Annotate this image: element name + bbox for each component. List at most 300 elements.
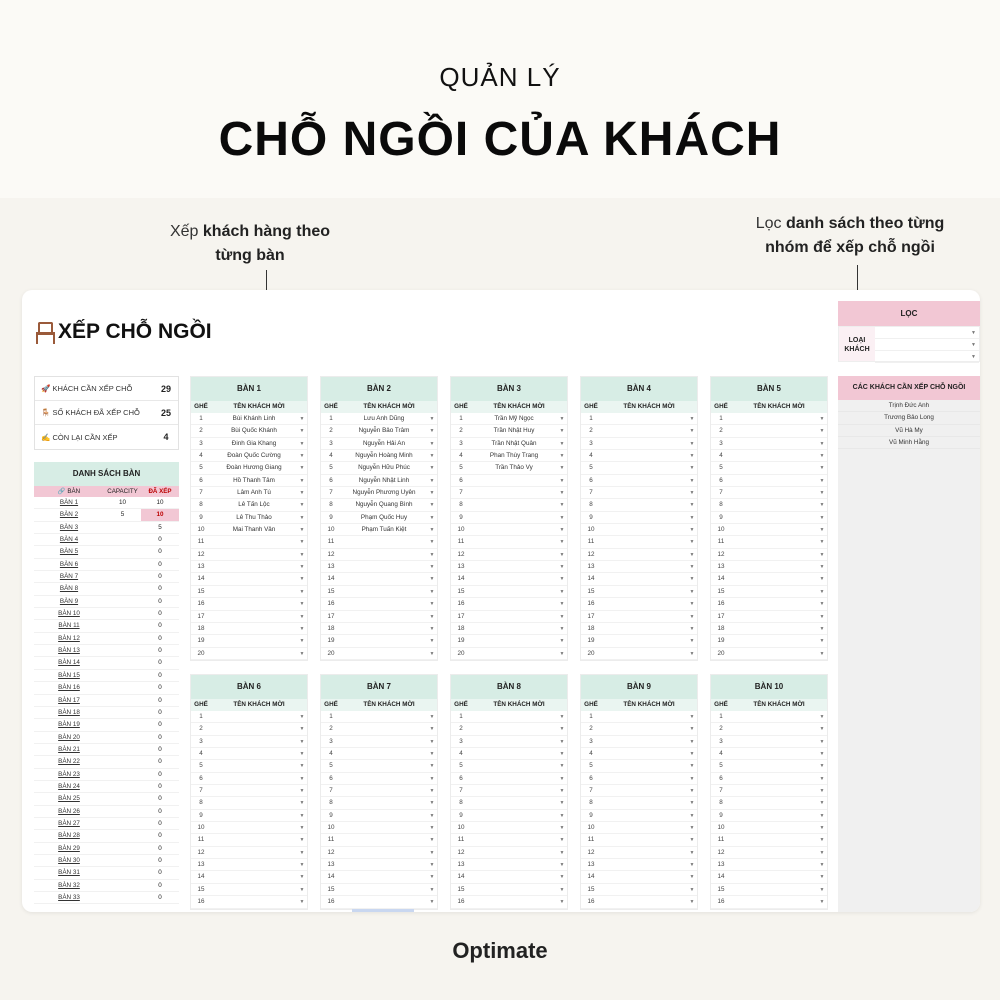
guest-name-cell[interactable] <box>731 648 817 659</box>
dropdown-arrow-icon[interactable]: ▼ <box>689 800 695 807</box>
dropdown-arrow-icon[interactable]: ▼ <box>689 428 695 435</box>
dropdown-arrow-icon[interactable]: ▼ <box>689 775 695 782</box>
dropdown-arrow-icon[interactable]: ▼ <box>429 588 435 595</box>
guest-name-cell[interactable] <box>601 884 687 895</box>
dropdown-arrow-icon[interactable]: ▼ <box>689 874 695 881</box>
guest-name-cell[interactable] <box>601 611 687 622</box>
dropdown-arrow-icon[interactable]: ▼ <box>429 465 435 472</box>
dropdown-arrow-icon[interactable]: ▼ <box>689 849 695 856</box>
table-link[interactable]: BÀN 26 <box>58 807 80 815</box>
guest-name-cell[interactable]: Trần Mỹ Ngọc <box>494 415 534 422</box>
guest-name-cell[interactable] <box>341 711 427 722</box>
guest-name-cell[interactable] <box>731 524 817 535</box>
guest-name-cell[interactable] <box>471 487 557 498</box>
table-link[interactable]: BÀN 11 <box>58 622 80 630</box>
guest-name-cell[interactable] <box>471 586 557 597</box>
dropdown-arrow-icon[interactable]: ▼ <box>819 638 825 645</box>
dropdown-arrow-icon[interactable]: ▼ <box>559 800 565 807</box>
dropdown-arrow-icon[interactable]: ▼ <box>299 726 305 733</box>
guest-name-cell[interactable] <box>731 573 817 584</box>
guest-name-cell[interactable]: Mai Thanh Vân <box>232 526 276 534</box>
guest-name-cell[interactable] <box>601 847 687 858</box>
guest-name-cell[interactable] <box>471 810 557 821</box>
guest-name-cell[interactable] <box>731 785 817 796</box>
guest-name-cell[interactable] <box>471 834 557 845</box>
guest-name-cell[interactable] <box>731 611 817 622</box>
guest-name-cell[interactable] <box>211 611 297 622</box>
guest-name-cell[interactable] <box>731 512 817 523</box>
dropdown-arrow-icon[interactable]: ▼ <box>429 812 435 819</box>
guest-name-cell[interactable] <box>341 623 427 634</box>
guest-name-cell[interactable] <box>731 896 817 907</box>
guest-name-cell[interactable] <box>211 773 297 784</box>
table-capacity[interactable] <box>104 571 141 582</box>
dropdown-arrow-icon[interactable]: ▼ <box>559 899 565 906</box>
guest-name-cell[interactable]: Lưu Anh Dũng <box>363 415 405 422</box>
guest-name-cell[interactable] <box>731 549 817 560</box>
guest-name-cell[interactable] <box>601 487 687 498</box>
table-capacity[interactable]: 10 <box>118 499 126 506</box>
table-link[interactable]: BÀN 13 <box>58 647 80 655</box>
guest-name-cell[interactable] <box>341 884 427 895</box>
guest-name-cell[interactable] <box>341 760 427 771</box>
guest-name-cell[interactable] <box>211 748 297 759</box>
table-capacity[interactable] <box>104 695 141 706</box>
table-capacity[interactable] <box>104 620 141 631</box>
dropdown-arrow-icon[interactable]: ▼ <box>689 551 695 558</box>
guest-name-cell[interactable] <box>471 512 557 523</box>
dropdown-arrow-icon[interactable]: ▼ <box>819 465 825 472</box>
guest-name-cell[interactable] <box>211 723 297 734</box>
dropdown-arrow-icon[interactable]: ▼ <box>299 416 305 422</box>
dropdown-arrow-icon[interactable]: ▼ <box>559 625 565 632</box>
table-capacity[interactable] <box>104 670 141 681</box>
guest-name-cell[interactable] <box>341 797 427 808</box>
dropdown-arrow-icon[interactable]: ▼ <box>819 849 825 856</box>
guest-name-cell[interactable] <box>731 413 817 424</box>
guest-name-cell[interactable] <box>341 648 427 659</box>
guest-name-cell[interactable]: Lâm Anh Tú <box>237 489 271 497</box>
guest-name-cell[interactable] <box>731 847 817 858</box>
guest-name-cell[interactable] <box>731 462 817 473</box>
dropdown-arrow-icon[interactable]: ▼ <box>429 477 435 484</box>
guest-name-cell[interactable] <box>341 810 427 821</box>
dropdown-arrow-icon[interactable]: ▼ <box>429 576 435 583</box>
table-link[interactable]: BÀN 18 <box>58 708 80 716</box>
dropdown-arrow-icon[interactable]: ▼ <box>429 874 435 881</box>
dropdown-arrow-icon[interactable]: ▼ <box>689 613 695 620</box>
guest-name-cell[interactable] <box>211 785 297 796</box>
dropdown-arrow-icon[interactable]: ▼ <box>559 514 565 521</box>
guest-name-cell[interactable] <box>471 797 557 808</box>
dropdown-arrow-icon[interactable]: ▼ <box>689 625 695 632</box>
dropdown-arrow-icon[interactable]: ▼ <box>689 763 695 770</box>
dropdown-arrow-icon[interactable]: ▼ <box>689 576 695 583</box>
dropdown-arrow-icon[interactable]: ▼ <box>559 453 565 460</box>
table-capacity[interactable] <box>104 522 141 533</box>
dropdown-arrow-icon[interactable]: ▼ <box>689 899 695 906</box>
dropdown-arrow-icon[interactable]: ▼ <box>689 726 695 733</box>
dropdown-arrow-icon[interactable]: ▼ <box>819 564 825 571</box>
dropdown-arrow-icon[interactable]: ▼ <box>559 465 565 472</box>
dropdown-arrow-icon[interactable]: ▼ <box>299 874 305 881</box>
dropdown-arrow-icon[interactable]: ▼ <box>689 416 695 422</box>
dropdown-arrow-icon[interactable]: ▼ <box>559 576 565 583</box>
table-link[interactable]: BÀN 25 <box>58 795 80 803</box>
guest-name-cell[interactable] <box>341 871 427 882</box>
need-seating-guest[interactable]: Vũ Hà My <box>838 425 980 437</box>
guest-name-cell[interactable] <box>211 760 297 771</box>
guest-name-cell[interactable] <box>731 711 817 722</box>
dropdown-arrow-icon[interactable]: ▼ <box>819 502 825 509</box>
guest-name-cell[interactable]: Trần Nhật Huy <box>493 427 535 435</box>
dropdown-arrow-icon[interactable]: ▼ <box>559 788 565 795</box>
dropdown-arrow-icon[interactable]: ▼ <box>689 453 695 460</box>
table-link[interactable]: BÀN 20 <box>58 733 80 741</box>
table-link[interactable]: BÀN 16 <box>58 684 80 692</box>
guest-name-cell[interactable]: Nguyễn Hải An <box>362 439 405 447</box>
dropdown-arrow-icon[interactable]: ▼ <box>689 650 695 657</box>
dropdown-arrow-icon[interactable]: ▼ <box>689 788 695 795</box>
guest-name-cell[interactable] <box>731 475 817 486</box>
guest-name-cell[interactable]: Nguyễn Hữu Phúc <box>358 464 410 472</box>
dropdown-arrow-icon[interactable]: ▼ <box>819 738 825 745</box>
need-seating-guest[interactable]: Trương Bảo Long <box>838 412 980 424</box>
guest-name-cell[interactable] <box>211 561 297 572</box>
guest-name-cell[interactable] <box>341 573 427 584</box>
dropdown-arrow-icon[interactable]: ▼ <box>559 825 565 832</box>
dropdown-arrow-icon[interactable]: ▼ <box>559 751 565 758</box>
guest-name-cell[interactable] <box>211 847 297 858</box>
guest-name-cell[interactable] <box>731 748 817 759</box>
guest-name-cell[interactable] <box>601 413 687 424</box>
guest-name-cell[interactable] <box>731 438 817 449</box>
guest-name-cell[interactable] <box>731 797 817 808</box>
guest-name-cell[interactable] <box>601 859 687 870</box>
dropdown-arrow-icon[interactable]: ▼ <box>429 453 435 460</box>
dropdown-arrow-icon[interactable]: ▼ <box>429 601 435 608</box>
table-link[interactable]: BÀN 28 <box>58 832 80 840</box>
dropdown-arrow-icon[interactable]: ▼ <box>299 601 305 608</box>
dropdown-arrow-icon[interactable]: ▼ <box>819 551 825 558</box>
guest-name-cell[interactable] <box>601 896 687 907</box>
dropdown-arrow-icon[interactable]: ▼ <box>429 862 435 869</box>
dropdown-arrow-icon[interactable]: ▼ <box>429 502 435 509</box>
guest-name-cell[interactable] <box>211 896 297 907</box>
need-seating-guest[interactable]: Vũ Minh Hằng <box>838 437 980 449</box>
table-capacity[interactable] <box>104 633 141 644</box>
guest-name-cell[interactable] <box>341 896 427 907</box>
guest-name-cell[interactable] <box>341 635 427 646</box>
dropdown-arrow-icon[interactable]: ▼ <box>429 650 435 657</box>
dropdown-arrow-icon[interactable]: ▼ <box>429 539 435 546</box>
dropdown-arrow-icon[interactable]: ▼ <box>559 477 565 484</box>
need-seating-guest[interactable]: Trịnh Đức Anh <box>838 400 980 412</box>
dropdown-arrow-icon[interactable]: ▼ <box>819 751 825 758</box>
dropdown-arrow-icon[interactable]: ▼ <box>559 837 565 844</box>
guest-name-cell[interactable] <box>731 859 817 870</box>
table-link[interactable]: BÀN 4 <box>59 536 79 544</box>
guest-name-cell[interactable] <box>471 723 557 734</box>
dropdown-arrow-icon[interactable]: ▼ <box>689 638 695 645</box>
dropdown-arrow-icon[interactable]: ▼ <box>689 714 695 720</box>
table-capacity[interactable] <box>104 719 141 730</box>
dropdown-arrow-icon[interactable]: ▼ <box>429 800 435 807</box>
dropdown-arrow-icon[interactable]: ▼ <box>819 800 825 807</box>
table-link[interactable]: BÀN 23 <box>58 770 80 778</box>
table-capacity[interactable] <box>104 682 141 693</box>
guest-name-cell[interactable] <box>341 785 427 796</box>
dropdown-arrow-icon[interactable]: ▼ <box>429 886 435 893</box>
guest-name-cell[interactable] <box>211 711 297 722</box>
dropdown-arrow-icon[interactable]: ▼ <box>559 874 565 881</box>
filter-dropdown[interactable]: ▼ <box>875 327 979 339</box>
table-capacity[interactable] <box>104 818 141 829</box>
guest-name-cell[interactable]: Nguyễn Bảo Trâm <box>358 427 410 435</box>
guest-name-cell[interactable]: Phạm Quốc Huy <box>360 513 408 521</box>
guest-name-cell[interactable]: Lê Thu Thảo <box>236 513 272 521</box>
dropdown-arrow-icon[interactable]: ▼ <box>819 613 825 620</box>
dropdown-arrow-icon[interactable]: ▼ <box>299 625 305 632</box>
guest-name-cell[interactable] <box>731 598 817 609</box>
guest-name-cell[interactable] <box>731 736 817 747</box>
dropdown-arrow-icon[interactable]: ▼ <box>429 775 435 782</box>
guest-name-cell[interactable] <box>471 598 557 609</box>
dropdown-arrow-icon[interactable]: ▼ <box>689 502 695 509</box>
table-capacity[interactable] <box>104 867 141 878</box>
guest-name-cell[interactable] <box>341 847 427 858</box>
guest-name-cell[interactable] <box>731 884 817 895</box>
guest-name-cell[interactable] <box>601 810 687 821</box>
dropdown-arrow-icon[interactable]: ▼ <box>819 899 825 906</box>
dropdown-arrow-icon[interactable]: ▼ <box>299 576 305 583</box>
table-link[interactable]: BÀN 33 <box>58 894 80 901</box>
guest-name-cell[interactable] <box>601 573 687 584</box>
guest-name-cell[interactable] <box>211 834 297 845</box>
dropdown-arrow-icon[interactable]: ▼ <box>299 800 305 807</box>
guest-name-cell[interactable]: Bùi Khánh Linh <box>232 415 276 422</box>
guest-name-cell[interactable] <box>731 561 817 572</box>
dropdown-arrow-icon[interactable]: ▼ <box>559 862 565 869</box>
guest-name-cell[interactable] <box>601 499 687 510</box>
dropdown-arrow-icon[interactable]: ▼ <box>299 763 305 770</box>
guest-name-cell[interactable] <box>211 648 297 659</box>
table-link[interactable]: BÀN 15 <box>58 671 80 679</box>
dropdown-arrow-icon[interactable]: ▼ <box>429 638 435 645</box>
dropdown-arrow-icon[interactable]: ▼ <box>429 440 435 447</box>
dropdown-arrow-icon[interactable]: ▼ <box>559 775 565 782</box>
dropdown-arrow-icon[interactable]: ▼ <box>689 465 695 472</box>
guest-name-cell[interactable] <box>471 748 557 759</box>
table-link[interactable]: BÀN 7 <box>59 573 79 581</box>
guest-name-cell[interactable] <box>731 635 817 646</box>
dropdown-arrow-icon[interactable]: ▼ <box>429 788 435 795</box>
guest-name-cell[interactable] <box>471 847 557 858</box>
guest-name-cell[interactable] <box>341 773 427 784</box>
guest-name-cell[interactable] <box>731 723 817 734</box>
guest-name-cell[interactable] <box>471 711 557 722</box>
guest-name-cell[interactable]: Phạm Tuấn Kiệt <box>361 526 407 534</box>
table-link[interactable]: BÀN 24 <box>58 782 80 790</box>
dropdown-arrow-icon[interactable]: ▼ <box>429 837 435 844</box>
table-capacity[interactable] <box>104 892 141 903</box>
dropdown-arrow-icon[interactable]: ▼ <box>429 825 435 832</box>
table-link[interactable]: BÀN 5 <box>59 548 79 556</box>
dropdown-arrow-icon[interactable]: ▼ <box>559 638 565 645</box>
filter-dropdown[interactable]: ▼ <box>875 351 979 363</box>
guest-name-cell[interactable] <box>341 598 427 609</box>
dropdown-arrow-icon[interactable]: ▼ <box>299 849 305 856</box>
dropdown-arrow-icon[interactable]: ▼ <box>559 763 565 770</box>
guest-name-cell[interactable] <box>211 871 297 882</box>
guest-name-cell[interactable] <box>341 736 427 747</box>
dropdown-arrow-icon[interactable]: ▼ <box>299 440 305 447</box>
dropdown-arrow-icon[interactable]: ▼ <box>819 862 825 869</box>
dropdown-arrow-icon[interactable]: ▼ <box>689 564 695 571</box>
dropdown-arrow-icon[interactable]: ▼ <box>819 650 825 657</box>
dropdown-arrow-icon[interactable]: ▼ <box>299 613 305 620</box>
dropdown-arrow-icon[interactable]: ▼ <box>429 726 435 733</box>
dropdown-arrow-icon[interactable]: ▼ <box>819 527 825 534</box>
dropdown-arrow-icon[interactable]: ▼ <box>689 812 695 819</box>
guest-name-cell[interactable] <box>731 760 817 771</box>
guest-name-cell[interactable] <box>211 586 297 597</box>
dropdown-arrow-icon[interactable]: ▼ <box>429 613 435 620</box>
dropdown-arrow-icon[interactable]: ▼ <box>299 738 305 745</box>
table-link[interactable]: BÀN 1 <box>59 499 79 506</box>
guest-name-cell[interactable] <box>601 797 687 808</box>
dropdown-arrow-icon[interactable]: ▼ <box>299 650 305 657</box>
dropdown-arrow-icon[interactable]: ▼ <box>299 751 305 758</box>
guest-name-cell[interactable] <box>471 822 557 833</box>
guest-name-cell[interactable] <box>211 573 297 584</box>
dropdown-arrow-icon[interactable]: ▼ <box>559 714 565 720</box>
dropdown-arrow-icon[interactable]: ▼ <box>429 551 435 558</box>
guest-name-cell[interactable] <box>731 536 817 547</box>
guest-name-cell[interactable] <box>601 871 687 882</box>
dropdown-arrow-icon[interactable]: ▼ <box>819 477 825 484</box>
guest-name-cell[interactable] <box>211 598 297 609</box>
guest-name-cell[interactable] <box>471 561 557 572</box>
guest-name-cell[interactable] <box>211 859 297 870</box>
dropdown-arrow-icon[interactable]: ▼ <box>559 490 565 497</box>
guest-name-cell[interactable] <box>341 748 427 759</box>
dropdown-arrow-icon[interactable]: ▼ <box>559 650 565 657</box>
guest-name-cell[interactable] <box>601 549 687 560</box>
dropdown-arrow-icon[interactable]: ▼ <box>559 416 565 422</box>
guest-name-cell[interactable] <box>731 623 817 634</box>
table-capacity[interactable] <box>104 596 141 607</box>
guest-name-cell[interactable] <box>471 896 557 907</box>
dropdown-arrow-icon[interactable]: ▼ <box>299 862 305 869</box>
guest-name-cell[interactable] <box>211 635 297 646</box>
table-capacity[interactable] <box>104 583 141 594</box>
guest-name-cell[interactable] <box>471 859 557 870</box>
table-link[interactable]: BÀN 17 <box>58 696 80 704</box>
guest-name-cell[interactable] <box>471 884 557 895</box>
dropdown-arrow-icon[interactable]: ▼ <box>689 514 695 521</box>
table-capacity[interactable] <box>104 732 141 743</box>
guest-name-cell[interactable] <box>471 611 557 622</box>
guest-name-cell[interactable] <box>601 536 687 547</box>
guest-name-cell[interactable] <box>601 598 687 609</box>
table-capacity[interactable] <box>104 843 141 854</box>
dropdown-arrow-icon[interactable]: ▼ <box>819 726 825 733</box>
guest-name-cell[interactable]: Trần Nhật Quân <box>491 439 537 447</box>
table-capacity[interactable] <box>104 645 141 656</box>
guest-name-cell[interactable]: Bùi Quốc Khánh <box>231 427 277 435</box>
dropdown-arrow-icon[interactable]: ▼ <box>689 862 695 869</box>
dropdown-arrow-icon[interactable]: ▼ <box>819 825 825 832</box>
guest-name-cell[interactable] <box>471 773 557 784</box>
dropdown-arrow-icon[interactable]: ▼ <box>559 613 565 620</box>
table-capacity[interactable] <box>104 830 141 841</box>
dropdown-arrow-icon[interactable]: ▼ <box>819 490 825 497</box>
guest-name-cell[interactable] <box>601 822 687 833</box>
table-link[interactable]: BÀN 19 <box>58 721 80 729</box>
dropdown-arrow-icon[interactable]: ▼ <box>429 428 435 435</box>
dropdown-arrow-icon[interactable]: ▼ <box>299 825 305 832</box>
table-capacity[interactable] <box>104 880 141 891</box>
guest-name-cell[interactable] <box>601 723 687 734</box>
guest-name-cell[interactable] <box>601 512 687 523</box>
guest-name-cell[interactable] <box>471 760 557 771</box>
guest-name-cell[interactable] <box>211 549 297 560</box>
guest-name-cell[interactable] <box>341 549 427 560</box>
table-link[interactable]: BÀN 3 <box>59 523 79 531</box>
dropdown-arrow-icon[interactable]: ▼ <box>299 564 305 571</box>
dropdown-arrow-icon[interactable]: ▼ <box>299 490 305 497</box>
table-capacity[interactable] <box>104 707 141 718</box>
dropdown-arrow-icon[interactable]: ▼ <box>429 514 435 521</box>
table-capacity[interactable] <box>104 546 141 557</box>
dropdown-arrow-icon[interactable]: ▼ <box>819 788 825 795</box>
table-capacity[interactable] <box>104 806 141 817</box>
dropdown-arrow-icon[interactable]: ▼ <box>819 428 825 435</box>
dropdown-arrow-icon[interactable]: ▼ <box>429 564 435 571</box>
guest-name-cell[interactable] <box>601 773 687 784</box>
dropdown-arrow-icon[interactable]: ▼ <box>819 837 825 844</box>
dropdown-arrow-icon[interactable]: ▼ <box>819 812 825 819</box>
guest-name-cell[interactable] <box>731 810 817 821</box>
dropdown-arrow-icon[interactable]: ▼ <box>689 440 695 447</box>
dropdown-arrow-icon[interactable]: ▼ <box>299 527 305 534</box>
guest-name-cell[interactable] <box>471 785 557 796</box>
dropdown-arrow-icon[interactable]: ▼ <box>559 502 565 509</box>
guest-name-cell[interactable] <box>471 524 557 535</box>
dropdown-arrow-icon[interactable]: ▼ <box>819 874 825 881</box>
guest-name-cell[interactable]: Nguyễn Hoàng Minh <box>355 452 413 460</box>
dropdown-arrow-icon[interactable]: ▼ <box>559 551 565 558</box>
dropdown-arrow-icon[interactable]: ▼ <box>429 849 435 856</box>
guest-name-cell[interactable] <box>731 773 817 784</box>
guest-name-cell[interactable] <box>731 499 817 510</box>
table-capacity[interactable] <box>104 534 141 545</box>
guest-name-cell[interactable] <box>731 822 817 833</box>
table-link[interactable]: BÀN 27 <box>58 819 80 827</box>
guest-name-cell[interactable]: Đoàn Quốc Cường <box>227 452 281 460</box>
guest-name-cell[interactable] <box>601 462 687 473</box>
guest-name-cell[interactable] <box>341 834 427 845</box>
guest-name-cell[interactable]: Trần Thảo Vy <box>495 464 533 472</box>
guest-name-cell[interactable] <box>471 736 557 747</box>
table-capacity[interactable] <box>104 769 141 780</box>
guest-name-cell[interactable] <box>601 748 687 759</box>
guest-name-cell[interactable] <box>211 884 297 895</box>
guest-name-cell[interactable] <box>471 871 557 882</box>
dropdown-arrow-icon[interactable]: ▼ <box>689 738 695 745</box>
dropdown-arrow-icon[interactable]: ▼ <box>559 527 565 534</box>
